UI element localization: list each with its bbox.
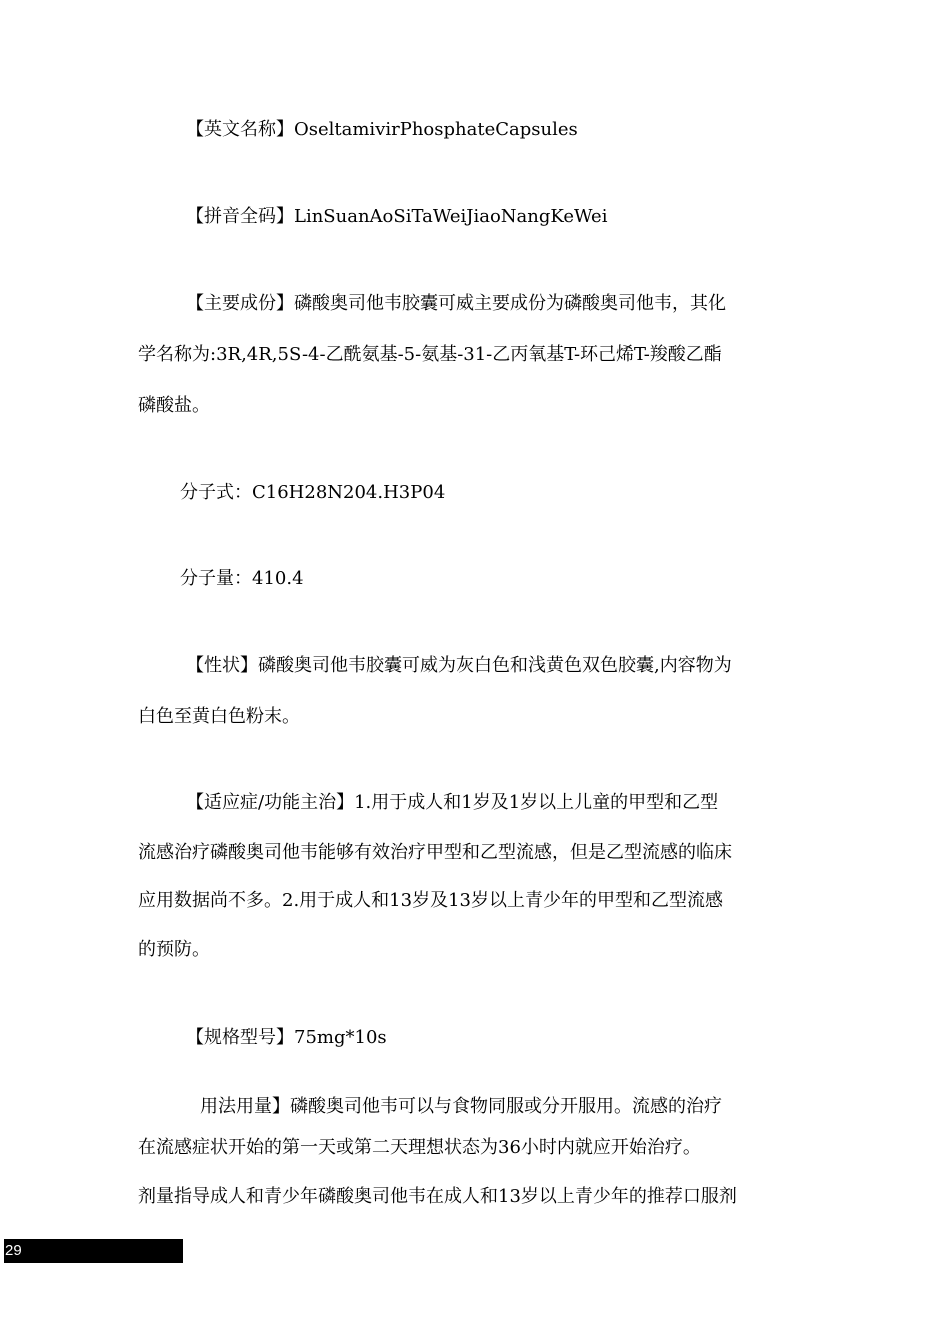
usage-line-1: 用法用量】磷酸奥司他韦可以与食物同服或分开服用。流感的治疗: [200, 1096, 722, 1117]
usage-line-2: 在流感症状开始的第一天或第二天理想状态为36小时内就应开始治疗。: [138, 1137, 701, 1158]
ingredient-line-3: 磷酸盐。: [138, 395, 210, 416]
molecular-formula-line: 分子式：C16H28N204.H3P04: [180, 482, 446, 503]
indication-line-2: 流感治疗磷酸奥司他韦能够有效治疗甲型和乙型流感，但是乙型流感的临床: [138, 842, 732, 863]
pinyin-name-line: 【拼音全码】LinSuanAoSiTaWeiJiaoNangKeWei: [186, 206, 608, 227]
page-number: 29: [5, 1242, 22, 1259]
indication-line-1: 【适应症/功能主治】1.用于成人和1岁及1岁以上儿童的甲型和乙型: [186, 792, 719, 813]
appearance-line-2: 白色至黄白色粉末。: [138, 706, 300, 727]
page-number-bar: [4, 1239, 183, 1263]
indication-line-4: 的预防。: [138, 939, 210, 960]
molecular-weight-line: 分子量：410.4: [180, 568, 304, 589]
specification-line: 【规格型号】75mg*10s: [186, 1027, 387, 1048]
ingredient-line-1: 【主要成份】磷酸奥司他韦胶囊可威主要成份为磷酸奥司他韦，其化: [186, 293, 726, 314]
appearance-line-1: 【性状】磷酸奥司他韦胶囊可威为灰白色和浅黄色双色胶囊,内容物为: [186, 655, 732, 676]
ingredient-line-2: 学名称为:3R,4R,5S-4-乙酰氨基-5-氨基-31-乙丙氧基T-环己烯T-羧酸乙酯: [138, 344, 722, 365]
english-name-line: 【英文名称】OseltamivirPhosphateCapsules: [186, 119, 578, 140]
usage-line-3: 剂量指导成人和青少年磷酸奥司他韦在成人和13岁以上青少年的推荐口服剂: [138, 1186, 737, 1207]
indication-line-3: 应用数据尚不多。2.用于成人和13岁及13岁以上青少年的甲型和乙型流感: [138, 890, 723, 911]
